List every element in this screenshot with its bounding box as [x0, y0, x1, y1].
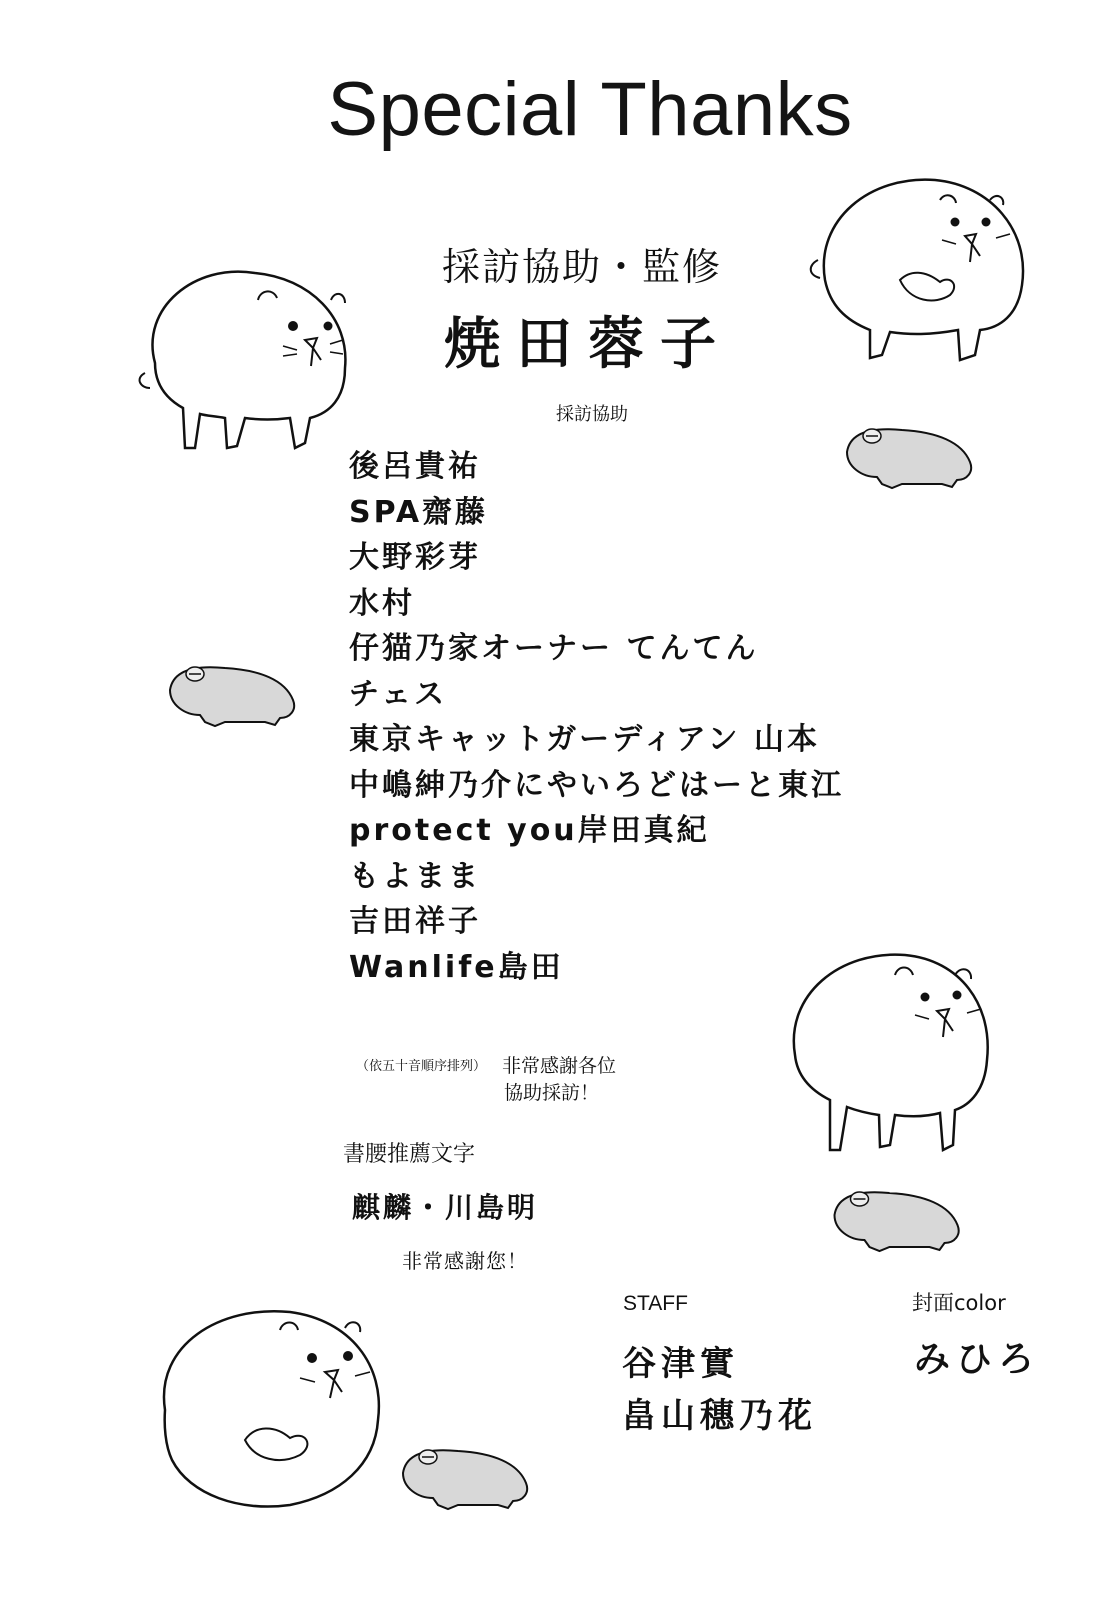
list-item: 後呂貴祐: [349, 449, 481, 484]
obi-thanks: 非常感謝您！: [402, 1249, 528, 1273]
list-item: SPA齋藤: [349, 494, 489, 530]
cover-color-name: みひろ: [914, 1339, 1041, 1380]
list-item: チェス: [349, 676, 448, 712]
page-title: Special Thanks: [327, 67, 853, 152]
list-item: 水村: [349, 585, 415, 621]
list-item: 畠山穗乃花: [622, 1396, 817, 1436]
frog-icon: [398, 1443, 533, 1513]
supervisor-name: 焼田蓉子: [444, 311, 732, 377]
list-item: 仔猫乃家オーナー てんてん: [349, 631, 759, 666]
fluffy-cat-icon: [150, 1300, 390, 1520]
obi-name: 麒麟・川島明: [352, 1191, 539, 1224]
interview-thanks-line2: 協助採訪！: [504, 1082, 600, 1104]
staff-list: [622, 1338, 817, 1442]
order-note: （依五十音順序排列）: [356, 1059, 487, 1074]
frog-icon: [842, 422, 977, 492]
obi-heading: 書腰推薦文字: [343, 1142, 476, 1167]
frog-icon: [827, 1185, 967, 1255]
interview-thanks-line1: 非常感謝各位: [502, 1055, 617, 1077]
list-item: protect you岸田真紀: [349, 813, 710, 848]
interview-help-list: [349, 444, 844, 990]
fluffy-cat-icon: [800, 170, 1030, 365]
list-item: もよまま: [349, 858, 481, 894]
interview-thanks: [502, 1053, 616, 1107]
staff-heading: STAFF: [623, 1292, 688, 1315]
fluffy-cat-icon: [135, 248, 350, 458]
fluffy-cat-icon: [775, 945, 995, 1160]
frog-icon: [165, 660, 300, 730]
list-item: 谷津實: [622, 1344, 739, 1384]
list-item: 吉田祥子: [349, 904, 481, 939]
list-item: 大野彩芽: [349, 540, 481, 575]
list-item: 東京キャットガーディアン 山本: [349, 722, 820, 757]
interview-help-heading: 採訪協助: [556, 404, 628, 425]
cover-color-heading: 封面color: [912, 1291, 1006, 1315]
list-item: 中嶋紳乃介にやいろどはーと東江: [349, 767, 844, 803]
list-item: Wanlife島田: [349, 949, 564, 985]
supervision-heading: 採訪協助・監修: [442, 245, 723, 289]
